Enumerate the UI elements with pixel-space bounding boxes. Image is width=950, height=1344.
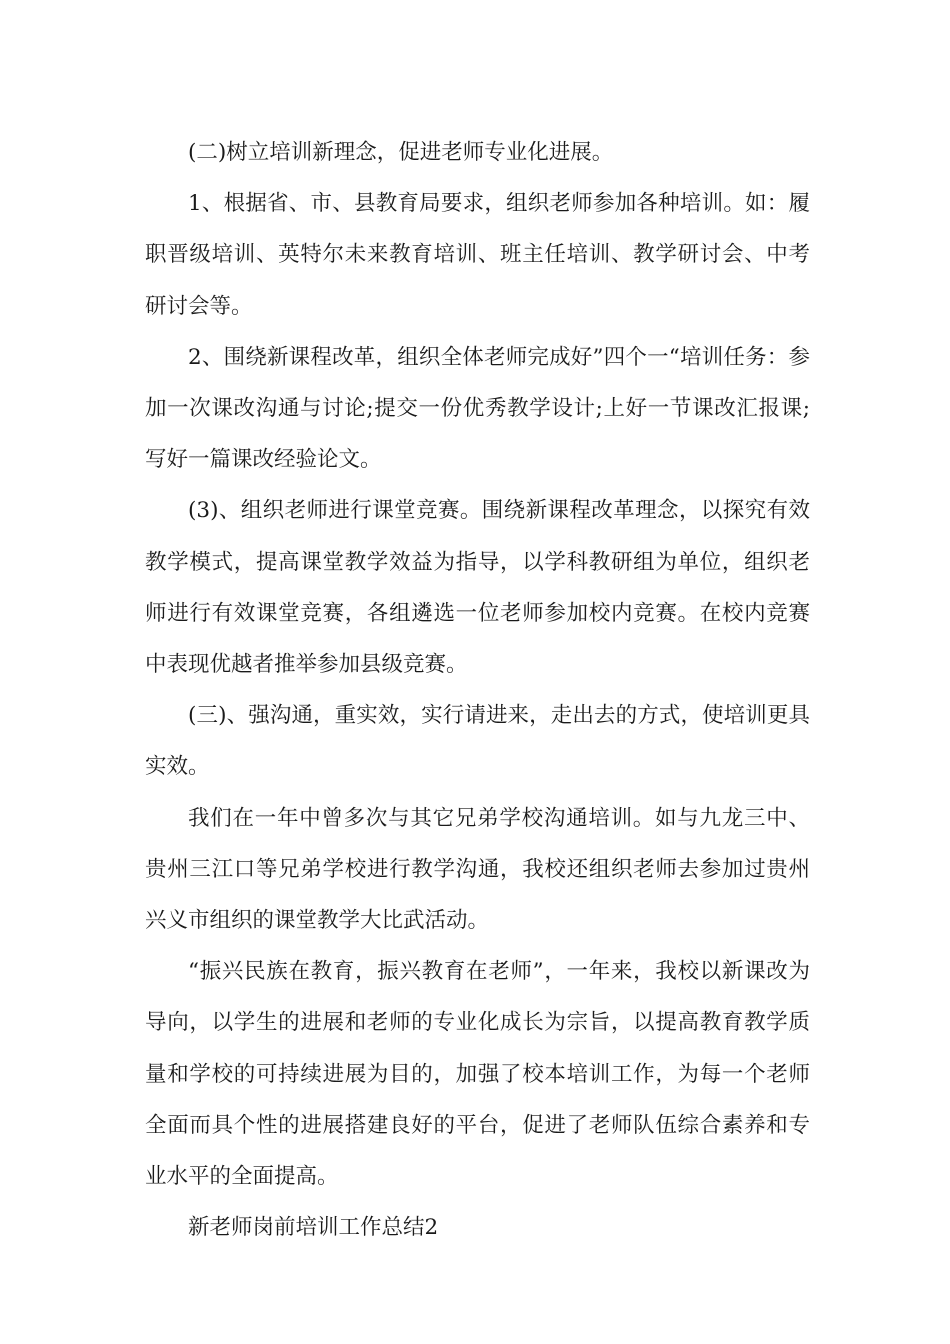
next-section-title: 新老师岗前培训工作总结2 [188,1215,439,1241]
document-body [145,127,810,1253]
paragraph-section-two-heading: (二)树立培训新理念，促进老师专业化进展。 [188,140,614,165]
paragraph-exchange: 我们在一年中曾多次与其它兄弟学校沟通培训。如与九龙三中、贵州三江口等兄弟学校进行教学沟通，我校还组织老师去参加过贵州兴义市组织的课堂教学大比武活动。 [145,805,810,934]
paragraph-item-1: 1、根据省、市、县教育局要求，组织老师参加各种培训。如：履职晋级培训、英特尔未来教育培训、班主任培训、教学研讨会、中考研讨会等。 [145,191,810,319]
paragraph-section-three-heading: (三)、强沟通，重实效，实行请进来，走出去的方式，使培训更具实效。 [145,703,810,780]
paragraph-item-3: (3)、组织老师进行课堂竞赛。围绕新课程改革理念，以探究有效教学模式，提高课堂教学效益为指导，以学科教研组为单位，组织老师进行有效课堂竞赛，各组遴选一位老师参加校内竞赛。在校内竞赛中表现优越者推举参加县级竞赛。 [145,498,810,678]
paragraph-conclusion: “振兴民族在教育，振兴教育在老师”，一年来，我校以新课改为导向，以学生的进展和老师的专业化成长为宗旨，以提高教育教学质量和学校的可持续进展为目的，加强了校本培训工作，为每一个老师全面而具个性的进展搭建良好的平台，促进了老师队伍综合素养和专业水平的全面提高。 [145,959,810,1190]
paragraph-item-2: 2、围绕新课程改革，组织全体老师完成好”四个一“培训任务：参加一次课改沟通与讨论;提交一份优秀教学设计;上好一节课改汇报课;写好一篇课改经验论文。 [145,344,810,473]
